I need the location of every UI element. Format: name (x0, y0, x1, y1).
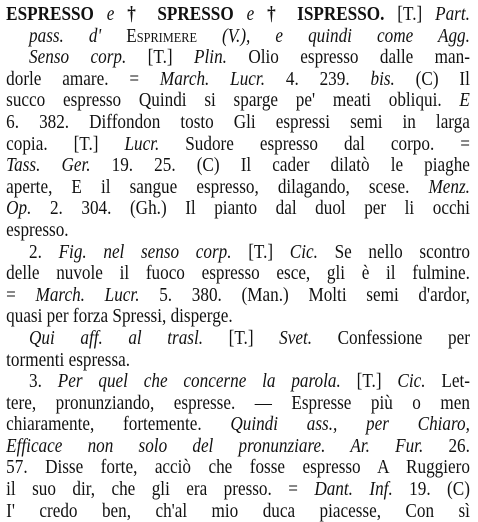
text-run: delle nuvole il fuoco espresso esce, gli è il fulmine. (6, 263, 470, 285)
text-run: chiaramente, fortemente. (6, 414, 231, 436)
text-run: 26. (423, 435, 470, 457)
text-run: March. Lucr. (159, 68, 265, 90)
text-run: [T.] (340, 371, 398, 393)
text-run: Senso corp. (29, 47, 127, 69)
text-run: Dant. Inf. (314, 479, 393, 501)
entry-line (6, 4, 470, 26)
entry-line (6, 328, 470, 350)
entry-line (6, 198, 470, 220)
entry-line (6, 501, 470, 522)
text-run: espresso. (6, 219, 69, 241)
text-run: Plin. (194, 47, 227, 69)
entry-line (6, 393, 470, 415)
text-run: = (6, 284, 36, 306)
text-run: ESPRESSO (6, 4, 107, 25)
text-run: succo espresso Quindi si sparge pe' meati obliqui. (6, 90, 460, 112)
text-run: pass. d' (29, 25, 127, 47)
text-run: 6. 382. Diffondon tosto Gli espressi semi in larga (6, 111, 470, 133)
text-run: Per quel che concerne la parola. (57, 371, 341, 393)
entry-line (6, 285, 470, 307)
text-run: 2. 304. (Gh.) Il pianto dal duol per li occhi (31, 198, 470, 220)
entry-line (6, 90, 470, 112)
text-run: I' credo ben, ch'al mio duca piacesse, Con sì (6, 500, 470, 522)
entry-line (6, 479, 470, 501)
text-run: Se nello scontro (317, 241, 470, 263)
text-run: Cic. (289, 241, 318, 263)
text-run: (V.), e quindi come Agg. (196, 25, 470, 47)
text-run: 2. (29, 241, 59, 263)
text-run: Efficace non solo del pronunziare. Ar. Fur. (6, 435, 424, 457)
text-run: Let- (425, 371, 470, 393)
text-run: quasi per forza Spressi, disperge. (6, 306, 233, 328)
text-run: e (106, 4, 115, 25)
text-run: Esprimere (126, 25, 197, 47)
text-run: [T.] (231, 241, 290, 263)
entry-line (6, 47, 470, 69)
text-run: Tass. Ger. (6, 155, 91, 177)
text-run: Olio espresso dalle man- (226, 47, 470, 69)
text-run: copia. [T.] (6, 133, 125, 155)
text-run: Lucr. (124, 133, 160, 155)
entry-line (6, 371, 470, 393)
entry-line (6, 112, 470, 134)
text-run: il suo dir, che gli era presso. = (6, 479, 315, 501)
text-run: (C) Il (394, 68, 470, 90)
entry-line (6, 457, 470, 479)
text-run: Menz. (428, 176, 470, 198)
entry-line (6, 155, 470, 177)
text-run: Quindi ass., per Chiaro, (230, 414, 470, 436)
text-run: [T.] (384, 4, 436, 25)
text-run: E (459, 90, 470, 112)
entry-line (6, 69, 470, 91)
text-run: [T.] (126, 47, 195, 69)
entry-line (6, 242, 470, 264)
entry-line (6, 263, 470, 285)
entry-line (6, 414, 470, 436)
text-run: 19. (C) (392, 479, 470, 501)
text-run: Sudore espresso dal corpo. = (159, 133, 470, 155)
text-run: † ISPRESSO. (254, 4, 385, 25)
entry-line (6, 177, 470, 199)
text-run: Fig. nel senso corp. (58, 241, 232, 263)
text-run: Cic. (397, 371, 426, 393)
text-run: [T.] (203, 327, 280, 349)
entry-line (6, 436, 470, 458)
entry-line (6, 306, 470, 328)
entry-line (6, 26, 470, 48)
text-run: aperte, E il sangue espresso, dilagando, scese. (6, 176, 429, 198)
text-run: tormenti espressa. (6, 349, 131, 371)
text-run: Op. (6, 198, 32, 220)
text-run: † SPRESSO (114, 4, 247, 25)
entry-line (6, 220, 470, 242)
text-run: 5. 380. (Man.) Molti semi d'ardor, (139, 284, 470, 306)
text-run: 57. Disse forte, acciò che fosse espresso A Ruggiero (6, 457, 470, 479)
text-run: e (246, 4, 255, 25)
text-run: Qui aff. al trasl. (29, 327, 204, 349)
text-run: bis. (370, 68, 395, 90)
text-run: Part. (435, 4, 470, 25)
entry-line (6, 134, 470, 156)
text-run: tere, pronunziando, espresse. — Espresse più o men (6, 392, 470, 414)
text-run: 3. (29, 371, 58, 393)
text-run: 4. 239. (264, 68, 371, 90)
text-run: March. Lucr. (35, 284, 140, 306)
text-run: Svet. (279, 327, 313, 349)
text-run: 19. 25. (C) Il cader dilatò le piaghe (90, 155, 470, 177)
text-run: dorle amare. = (6, 68, 160, 90)
text-run: Confessione per (312, 327, 470, 349)
entry-line (6, 350, 470, 372)
